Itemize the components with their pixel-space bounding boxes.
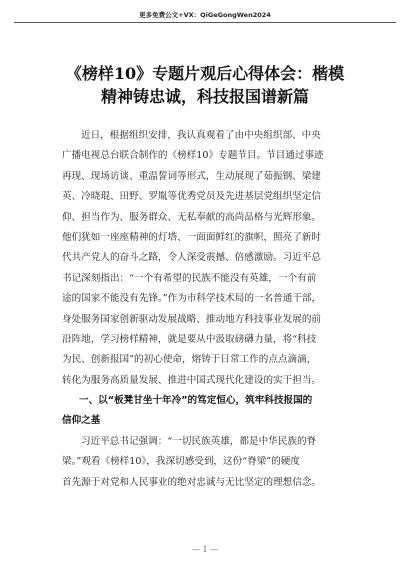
- header-divider: [14, 22, 396, 23]
- header-note: 更多免费公文+VX：QiGeGongWen2024: [139, 11, 271, 19]
- section-heading-line-2: 信仰之基: [62, 415, 101, 427]
- body-line: 仰、担当作为、服务群众、无私奉献的高尚品格与光辉形象。: [62, 211, 322, 223]
- body-line: 再现、现场访谈、重温誓词等形式，生动展现了茹振钢、梁建: [62, 170, 322, 182]
- body-line: 代共产党人的奋斗之路，令人深受震撼、倍感激励。习近平总: [62, 252, 322, 264]
- body-line: 近日，根据组织安排，我认真观看了由中央组织部、中央: [81, 130, 321, 141]
- body-line: 书记深刻指出：“一个有希望的民族不能没有英雄，一个有前: [62, 272, 317, 284]
- body-line: 首先源于对党和人民事业的绝对忠诚与无比坚定的理想信念。: [62, 476, 322, 488]
- document-title: [40, 62, 370, 108]
- body-line: 为民、创新报国”的初心使命，熔铸于日常工作的点点滴滴，: [62, 354, 317, 366]
- body-line: 梁。”观看《榜样10》，我深切感受到，这份“脊梁”的硬度: [62, 456, 300, 468]
- body-line: 英、冷晓琨、田野、罗胤等优秀党员及先进基层党组织坚定信: [62, 191, 322, 203]
- body-line: 转化为服务高质量发展、推进中国式现代化建设的实干担当。: [62, 374, 322, 386]
- body-line: 广播电视总台联合制作的《榜样10》专题节目。节目通过事迹: [62, 150, 324, 162]
- section-heading-line-1: 一、以“板凳甘坐十年冷”的笃定恒心，筑牢科技报国的: [79, 395, 313, 407]
- body-line: 他们犹如一座座精神的灯塔、一面面鲜红的旗帜，照亮了新时: [62, 231, 322, 243]
- page-number: — 1 —: [191, 545, 219, 554]
- title-line-2: 精神铸忠诚，科技报国谱新篇: [100, 87, 309, 106]
- body-line: 身处服务国家创新驱动发展战略、推动地方科技事业发展的前: [62, 313, 322, 325]
- title-line-1: 《榜样10》专题片观后心得体会：楷模: [65, 64, 345, 83]
- document-body: [62, 126, 350, 493]
- body-line: 沿阵地，学习榜样精神，就是要从中汲取磅礴力量，将“科技: [62, 333, 317, 345]
- body-line: 习近平总书记强调：“一切民族英雄，都是中华民族的脊: [81, 435, 317, 447]
- body-line: 途的国家不能没有先锋。”作为市科学技术局的一名普通干部，: [62, 293, 322, 305]
